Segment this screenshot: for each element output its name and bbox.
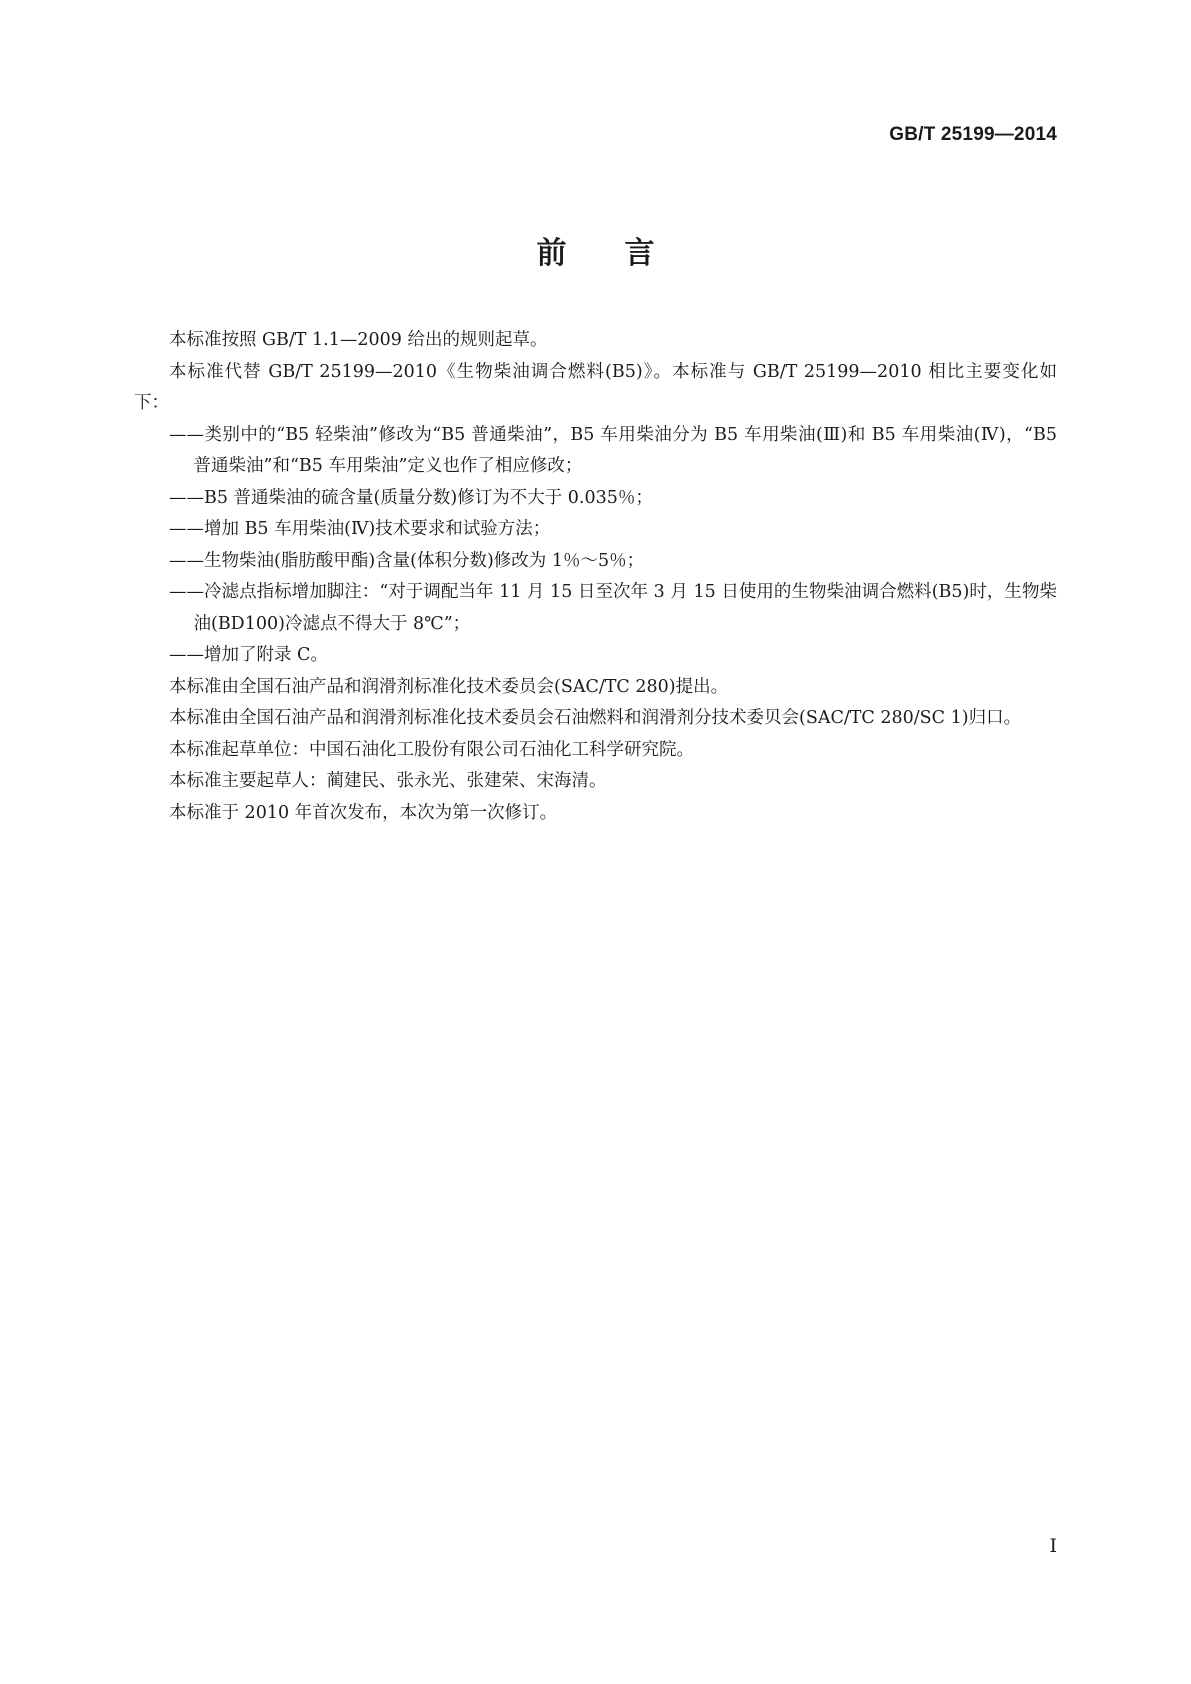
change-item-requirements: ——增加 B5 车用柴油(Ⅳ)技术要求和试验方法； bbox=[169, 519, 551, 539]
paragraph-history: 本标准于 2010 年首次发布，本次为第一次修订。 bbox=[169, 802, 558, 823]
paragraph-proposed-by: 本标准由全国石油产品和润滑剂标准化技术委员会(SAC/TC 280)提出。 bbox=[169, 676, 729, 697]
change-item-fame-content: ——生物柴油(脂肪酸甲酯)含量(体积分数)修改为 1％～5％； bbox=[169, 550, 645, 571]
paragraph-managed-by: 本标准由全国石油产品和润滑剂标准化技术委员会石油燃料和润滑剂分技术委贝会(SAC/TC 280/SC 1)归口。 bbox=[169, 708, 1022, 728]
paragraph-drafters: 本标准主要起草人：蔺建民、张永光、张建荣、宋海清。 bbox=[169, 771, 607, 791]
change-item-annex: ——增加了附录 C。 bbox=[169, 645, 328, 665]
page-title: 前言 bbox=[536, 236, 713, 271]
paragraph-replaces: 本标准代替 GB/T 25199—2010《生物柴油调合燃料(B5)》。本标准与 GB/T 25199—2010 相比主要变化如下： bbox=[134, 361, 1057, 413]
change-item-category: ——类别中的“B5 轻柴油”修改为“B5 普通柴油”，B5 车用柴油分为 B5 车用柴油(Ⅲ)和 B5 车用柴油(Ⅳ)，“B5 普通柴油”和“B5 车用柴油”定义也作了相应修改； bbox=[169, 424, 1057, 476]
change-item-cfpp-footnote: ——冷滤点指标增加脚注：“对于调配当年 11 月 15 日至次年 3 月 15 日使用的生物柴油调合燃料(B5)时，生物柴油(BD100)冷滤点不得大于 8℃”； bbox=[169, 582, 1057, 634]
standard-code: GB/T 25199—2014 bbox=[889, 124, 1057, 145]
paragraph-drafting-unit: 本标准起草单位：中国石油化工股份有限公司石油化工科学研究院。 bbox=[169, 739, 694, 760]
foreword-body bbox=[134, 325, 1057, 829]
page-number: I bbox=[1049, 1535, 1057, 1557]
paragraph-drafting-rules: 本标准按照 GB/T 1.1—2009 给出的规则起草。 bbox=[169, 330, 548, 350]
change-item-sulfur: ——B5 普通柴油的硫含量(质量分数)修订为不大于 0.035％； bbox=[169, 487, 653, 508]
